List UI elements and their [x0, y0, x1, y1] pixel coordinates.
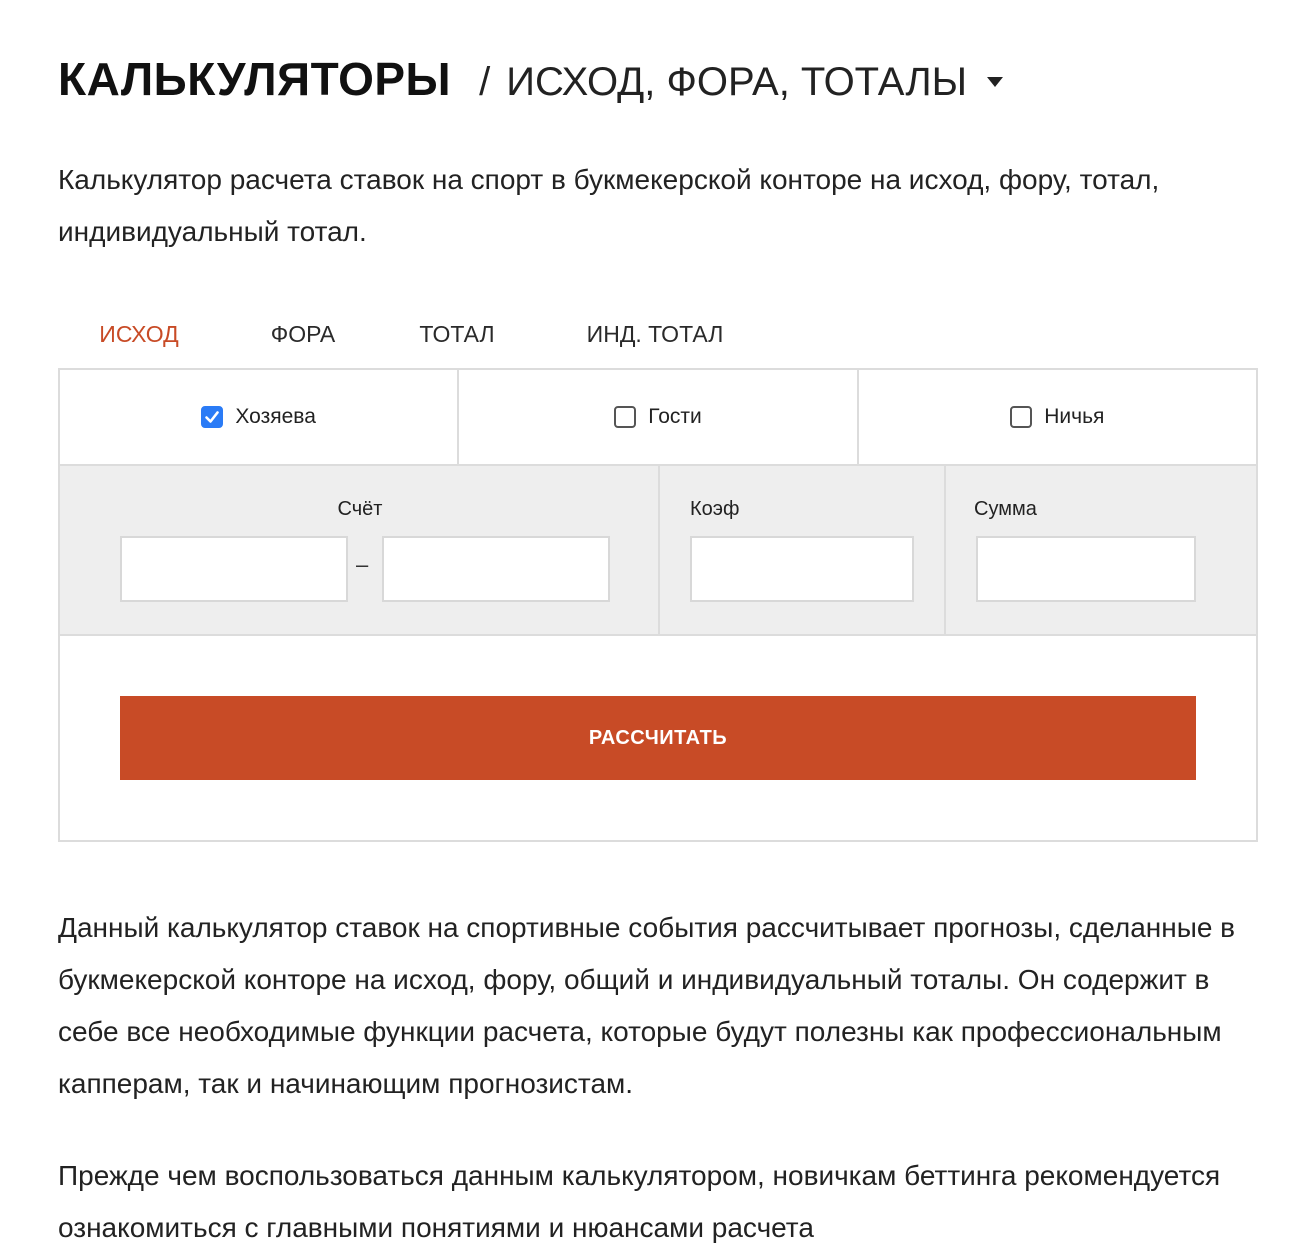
option-home[interactable]: [60, 370, 459, 464]
tab-total[interactable]: ТОТАЛ: [419, 320, 495, 347]
tab-handicap[interactable]: ФОРА: [270, 320, 336, 347]
description-paragraph-1: Данный калькулятор ставок на спортивные события рассчитывает прогнозы, сделанные в букмекерской конторе на исход, фору, общий и индивидуальный тоталы. Он содержит в себе все необходимые функции расчета, которые будут полезны как профессиональным капперам, так и начинающим прогнозистам.: [58, 912, 1236, 1099]
outcome-options: [60, 370, 1256, 466]
option-away[interactable]: [459, 370, 858, 464]
score-field-group: [60, 466, 660, 634]
option-draw-label: Ничья: [1044, 405, 1105, 428]
checkbox-icon[interactable]: [614, 406, 636, 428]
calculate-button[interactable]: РАССЧИТАТЬ: [120, 696, 1196, 780]
coef-label: Коэф: [690, 498, 740, 520]
input-fields-row: [60, 466, 1256, 636]
score-separator: –: [356, 552, 369, 577]
tab-individual-total[interactable]: ИНД. ТОТАЛ: [586, 320, 724, 347]
caret-down-icon[interactable]: [987, 77, 1003, 87]
tab-outcome[interactable]: ИСХОД: [58, 300, 220, 372]
button-area: [60, 636, 1256, 840]
sum-label: Сумма: [974, 498, 1037, 520]
checkbox-icon[interactable]: [1010, 406, 1032, 428]
breadcrumb-separator: /: [479, 60, 491, 104]
score-away-input[interactable]: [382, 536, 610, 602]
coef-field-group: [660, 466, 946, 634]
option-draw[interactable]: [859, 370, 1256, 464]
sum-input[interactable]: [976, 536, 1196, 602]
score-label: Счёт: [337, 498, 383, 520]
calculator-tabs: [58, 300, 782, 370]
calculator-type-dropdown[interactable]: ИСХОД, ФОРА, ТОТАЛЫ: [506, 60, 968, 104]
coef-input[interactable]: [690, 536, 914, 602]
score-home-input[interactable]: [120, 536, 348, 602]
page-title[interactable]: КАЛЬКУЛЯТОРЫ: [58, 53, 452, 105]
intro-text: Калькулятор расчета ставок на спорт в букмекерской конторе на исход, фору, тотал, индивидуальный тотал.: [58, 164, 1160, 247]
option-home-label: Хозяева: [235, 405, 316, 428]
sum-field-group: [946, 466, 1256, 634]
description-paragraph-2: Прежде чем воспользоваться данным калькулятором, новичкам беттинга рекомендуется ознакомиться с главными понятиями и нюансами расчета: [58, 1160, 1221, 1243]
calculator-panel: [58, 368, 1258, 842]
checkbox-checked-icon[interactable]: [201, 406, 223, 428]
page-header: [58, 52, 1003, 106]
option-away-label: Гости: [648, 405, 702, 428]
